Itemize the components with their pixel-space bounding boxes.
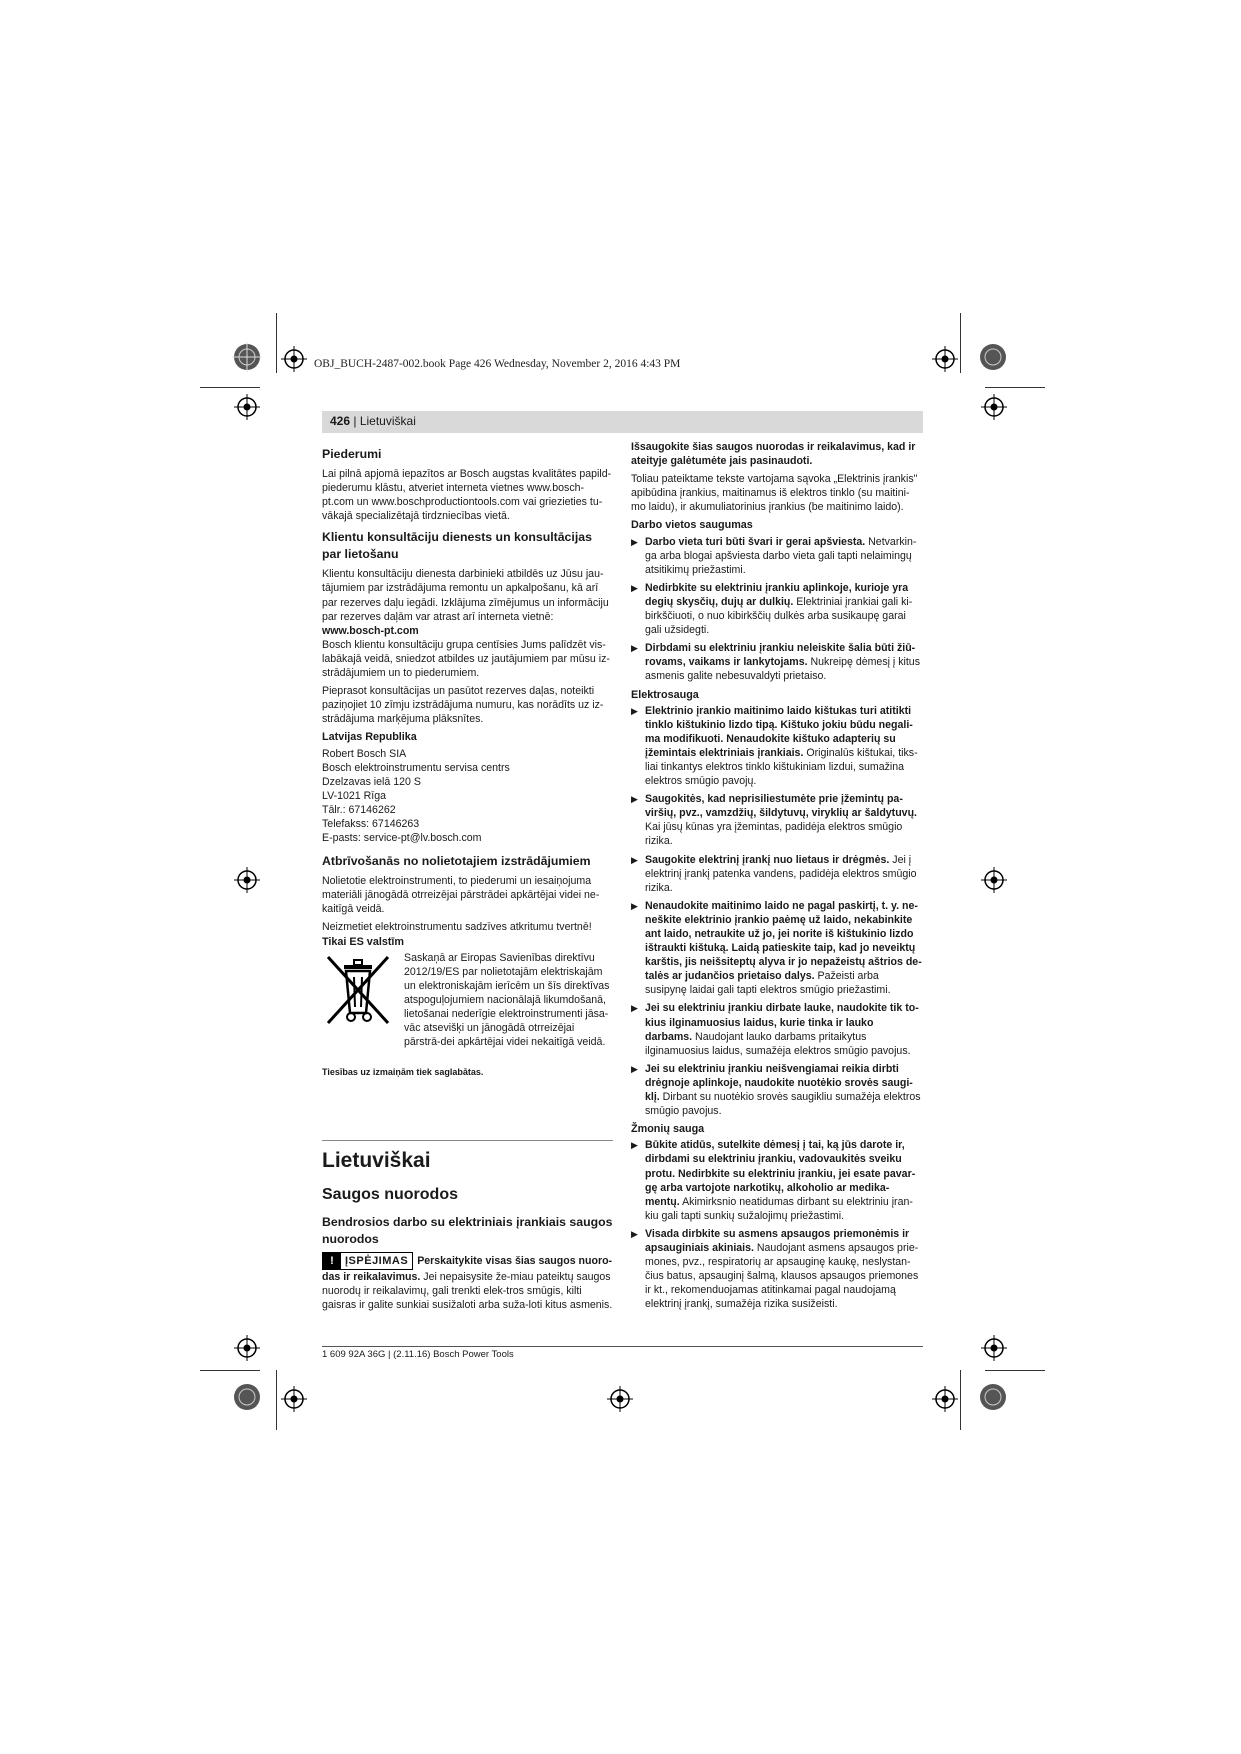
- left-column: [322, 440, 613, 1083]
- registration-target-icon: [981, 1335, 1007, 1361]
- rights-note: Tiesības uz izmaiņām tiek saglabātas.: [322, 1067, 484, 1078]
- bullet-arrow-icon: ▶: [631, 794, 638, 805]
- language-title: Lietuviškai: [322, 1149, 431, 1172]
- registration-target-icon: [932, 346, 958, 372]
- registration-target-icon: [981, 867, 1007, 893]
- left-column-lower: [322, 1142, 613, 1316]
- work-safety-list: [631, 535, 923, 684]
- warning-triangle-icon: !: [323, 1253, 341, 1269]
- bullet-arrow-icon: ▶: [631, 1228, 638, 1239]
- paragraph: Lai pilnā apjomā iepazītos ar Bosch augstas kvalitātes papild-piederumu klāstu, atveriet interneta vietnes www.bosch-pt.com un www.boschproductiontools.com vai griezieties tu-vākajā specializētajā tirdzniecības vietā.: [322, 468, 612, 523]
- list-item: ▶ Nedirbkite su elektriniu įrankiu aplinkoje, kurioje yra degių skysčių, dujų ar dulkių. Elektriniai įrankiai gali ki-birkščiuoti, o nuo kibirkščių dulkės arba susikaupę garai gali užsidegti.: [631, 581, 913, 637]
- bullet-arrow-icon: ▶: [631, 1063, 638, 1074]
- subsection-title: Elektrosauga: [631, 688, 699, 701]
- list-item: ▶ Jei su elektriniu įrankiu dirbate lauke, naudokite tik to-kius ilginamuosius laidus, kurie tinka ir lauko darbams. Naudojant lauko darbams pritaikytus ilginamuosius laidus, sumažėja elektros smūgio pavojus.: [631, 1002, 919, 1057]
- registration-target-icon: [234, 394, 260, 420]
- registration-target-icon: [232, 1382, 262, 1412]
- crop-mark: [276, 313, 277, 373]
- registration-target-icon: [234, 1335, 260, 1361]
- bullet-arrow-icon: ▶: [631, 582, 638, 593]
- registration-target-icon: [281, 346, 307, 372]
- crop-mark: [200, 387, 260, 388]
- bullet-arrow-icon: ▶: [631, 705, 638, 716]
- section-title: Piederumi: [322, 447, 382, 461]
- section-title: Bendrosios darbo su elektriniais įrankiais saugos nuorodos: [322, 1215, 613, 1246]
- address-line: Telefakss: 67146263: [322, 817, 420, 830]
- address-line: Tālr.: 67146262: [322, 803, 396, 816]
- crop-mark: [985, 387, 1045, 388]
- crop-mark: [960, 313, 961, 373]
- divider: [322, 1140, 613, 1141]
- section-title: Atbrīvošanās no nolietotajiem izstrādājumiem: [322, 854, 591, 869]
- page-header: [330, 414, 416, 428]
- warning-paragraph: ! ĮSPĖJIMAS Perskaitykite visas šias saugos nuoro-das ir reikalavimus. Jei nepaisysite že-miau pateiktų saugos nuorodų ir reikalavimų, gali trenkti elek-tros smūgis, kilti gaisras ir galite sunkiai susižaloti arba suža-loti kitus asmenis.: [322, 1252, 613, 1312]
- crop-mark: [276, 1370, 277, 1430]
- subsection-title: Žmonių sauga: [631, 1123, 705, 1136]
- address-line: LV-1021 Rīga: [322, 789, 387, 802]
- page-footer: 1 609 92A 36G | (2.11.16) Bosch Power Tools: [322, 1349, 514, 1360]
- warning-badge: ! ĮSPĖJIMAS: [322, 1252, 413, 1270]
- bullet-arrow-icon: ▶: [631, 900, 638, 911]
- registration-target-icon: [932, 1386, 958, 1412]
- footer-rule: [322, 1346, 923, 1347]
- address-line: Robert Bosch SIA: [322, 747, 407, 760]
- section-title: Saugos nuorodos: [322, 1186, 458, 1203]
- list-item: ▶ Būkite atidūs, sutelkite dėmesį į tai, ką jūs darote ir, dirbdami su elektriniu įrankiu, vadovaukitės sveiku protu. Nedirbkite su elektriniu įrankiu, jei esate pavar-gę arba vartojote narkotikų, alkoholio ar medika-mentų. Akimirksnio neatidumas dirbant su elektriniu įran-kiu gali tapti sunkių sužalojimų priežastimi.: [631, 1139, 916, 1222]
- crop-mark: [985, 1370, 1045, 1371]
- right-column: [631, 440, 923, 1315]
- list-item: ▶ Saugokite elektrinį įrankį nuo lietaus ir drėgmės. Jei į elektrinį įrankį patenka vandens, padidėja elektros smūgio rizika.: [631, 853, 917, 894]
- list-item: ▶ Visada dirbkite su asmens apsaugos priemonėmis ir apsauginiais akiniais. Naudojant asmens apsaugos prie-mones, pvz., respiratorių ar apsauginę kaukę, neslystan-čius batus, apsauginį šalmą, klausos apsaugos priemones ir kt., rekomenduojamas atitinkamai pagal naudojamą elektrinį įrankį, sumažėja rizika susižeisti.: [631, 1227, 919, 1311]
- paragraph: Neizmetiet elektroinstrumentu sadzīves atkritumu tvertnē!: [322, 921, 592, 934]
- paragraph: Toliau pateiktame tekste vartojama sąvoka „Elektrinis įrankis" apibūdina įrankius, maitinamus iš elektros tinklo (su maitini-mo laidu), ir akumuliatorinius įrankius (be maitinimo laido).: [631, 473, 918, 514]
- list-item: ▶ Dirbdami su elektriniu įrankiu neleiskite šalia būti žiū-rovams, vaikams ir lankytojams. Nukreipę dėmesį į kitus asmenis galite nebesuvaldyti prietaiso.: [631, 642, 920, 683]
- subsection-title: Tikai ES valstīm: [322, 935, 405, 948]
- crop-mark: [200, 1370, 260, 1371]
- bullet-arrow-icon: ▶: [631, 1003, 638, 1014]
- address-line: E-pasts: service-pt@lv.bosch.com: [322, 832, 482, 845]
- crossed-bin-icon: [322, 951, 394, 1050]
- weee-block: [322, 951, 613, 1050]
- address-block: [322, 747, 613, 846]
- list-item: ▶ Jei su elektriniu įrankiu neišvengiamai reikia dirbti drėgnoje aplinkoje, naudokite nuotėkio srovės saugi-klį. Dirbant su nuotėkio srovės saugikliu sumažėja elektros smūgio pavojus.: [631, 1062, 921, 1118]
- crop-mark: [960, 1370, 961, 1430]
- print-slug: OBJ_BUCH-2487-002.book Page 426 Wednesday, November 2, 2016 4:43 PM: [314, 358, 681, 370]
- list-item: ▶ Saugokitės, kad neprisiliestumėte prie įžemintų pa-viršių, pvz., vamzdžių, šildytuvų, viryklių ar šaldytuvų. Kai jūsų kūnas yra įžemintas, padidėja elektros smūgio rizika.: [631, 793, 917, 848]
- registration-target-icon: [978, 1382, 1008, 1412]
- registration-target-icon: [281, 1386, 307, 1412]
- paragraph: Saskaņā ar Eiropas Savienības direktīvu 2012/19/ES par nolietotajām elektriskajām un elektroniskajām ierīcēm un šīs direktīvas atspoguļojumiem nacionālajā likumdošanā, lietošanai nederīgie elektroinstrumenti jāsa-vāc atsevišķi un jānogādā otrreizējai pārstrā-dei apkārtējai videi nekaitīgā veidā.: [404, 951, 610, 1049]
- address-line: Bosch elektroinstrumentu servisa centrs: [322, 761, 510, 774]
- paragraph: Bosch klientu konsultāciju grupa centīsies Jums palīdzēt vis-labākajā veidā, sniedzot atbildes uz jautājumiem par mūsu iz-strādājumiem un to piederumiem.: [322, 638, 610, 680]
- personal-safety-list: [631, 1138, 923, 1311]
- section-title: Klientu konsultāciju dienests un konsultācijas par lietošanu: [322, 530, 592, 562]
- list-item: ▶ Nenaudokite maitinimo laido ne pagal paskirtį, t. y. ne-neškite elektrinio įrankio paėmę už laido, nekabinkite ant laido, netraukite už jo, jei norite iš kištukinio lizdo ištraukti kištuką. Laidą patieskite taip, kad jo neveiktų karštis, jis neišsiteptų alyva ir jo nepažeistų aštrios de-talės ar judančios prietaiso dalys. Pažeisti arba susipynę laidai gali tapti elektros smūgio priežastimi.: [631, 899, 922, 997]
- header-separator: |: [350, 414, 360, 428]
- page-number: 426: [330, 414, 351, 428]
- service-url: www.bosch-pt.com: [322, 624, 419, 637]
- list-item: ▶ Elektrinio įrankio maitinimo laido kištukas turi atitikti tinklo kištukinio lizdo tipą. Kištuko jokiu būdu negali-ma modifikuoti. Nenaudokite kištuko adapterių su įžemintais elektriniais įrankiais. Originalūs kištukai, tiks-liai tinkantys elektros tinklo kištukiniam lizdui, sumažina elektros smūgio pavojų.: [631, 704, 918, 788]
- bullet-arrow-icon: ▶: [631, 643, 638, 654]
- subsection-title: Latvijas Republika: [322, 731, 417, 744]
- paragraph: Klientu konsultāciju dienesta darbinieki atbildēs uz Jūsu jau-tājumiem par izstrādājuma remontu un apkalpošanu, kā arī par rezerves daļu iegādi. Izklājuma zīmējumus un informāciju par rezerves daļām var atrast arī interneta vietnē: www.bosch-pt.com: [322, 568, 609, 637]
- bullet-arrow-icon: ▶: [631, 536, 638, 547]
- subsection-title: Darbo vietos saugumas: [631, 519, 753, 532]
- registration-target-icon: [234, 867, 260, 893]
- registration-target-icon: [607, 1386, 633, 1412]
- registration-target-icon: [981, 394, 1007, 420]
- registration-target-icon: [978, 342, 1008, 372]
- paragraph: Išsaugokite šias saugos nuorodas ir reikalavimus, kad ir ateityje galėtumėte jais pasinaudoti.: [631, 441, 916, 468]
- bullet-arrow-icon: ▶: [631, 854, 638, 865]
- electrical-safety-list: [631, 704, 923, 1119]
- header-language: Lietuviškai: [359, 414, 416, 428]
- address-line: Dzelzavas ielā 120 S: [322, 775, 421, 788]
- paragraph: Nolietotie elektroinstrumenti, to piederumi un iesaiņojuma materiāli jānogādā otrreizējai pārstrādei apkārtējai videi ne-kaitīgā veidā.: [322, 875, 600, 916]
- list-item: ▶ Darbo vieta turi būti švari ir gerai apšviesta. Netvarkin-ga arba blogai apšviesta darbo vieta gali tapti nelaimingų atsitikimų priežastimi.: [631, 535, 917, 576]
- bullet-arrow-icon: ▶: [631, 1140, 638, 1151]
- paragraph: Pieprasot konsultācijas un pasūtot rezerves daļas, noteikti paziņojiet 10 zīmju izstrādājuma numuru, kas norādīts uz iz-strādājuma marķējuma plāksnītes.: [322, 685, 604, 726]
- registration-target-icon: [232, 342, 262, 372]
